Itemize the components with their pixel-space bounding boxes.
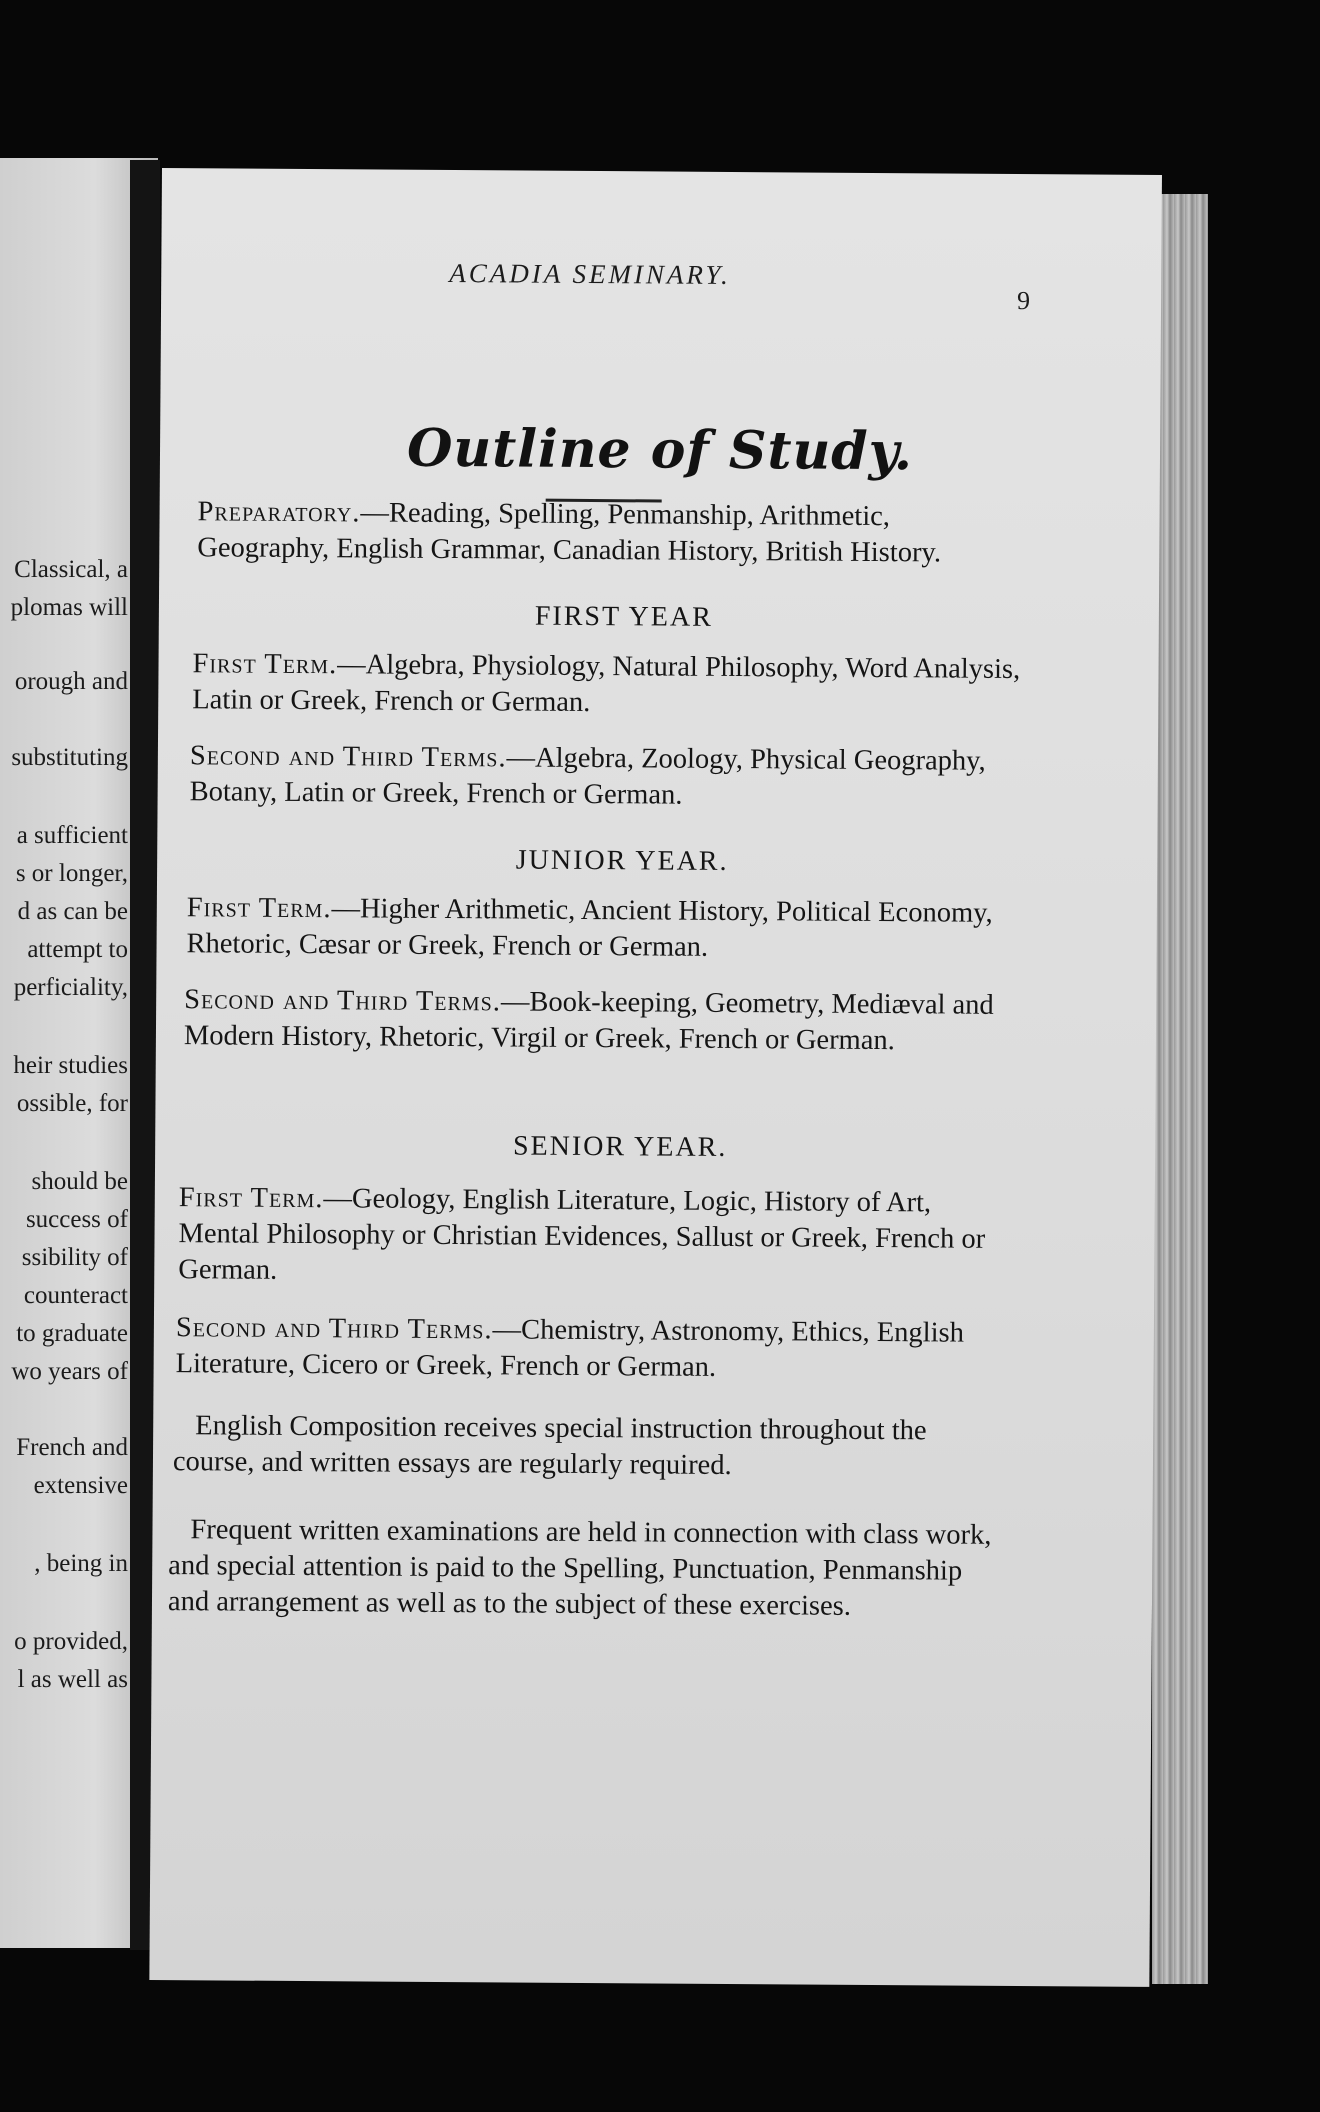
term-label: First Term. (186, 892, 332, 925)
left-page-line: attempt to (27, 936, 128, 963)
examinations-note: Frequent written examinations are held in connection with class work, and special attention is paid to the Spelling, Punctuation, Penmanship and arrangement as well as to the subject of these exercises. (167, 1514, 992, 1622)
left-page-line: success of (25, 1206, 128, 1233)
senior-year-second-third-terms (176, 1310, 1006, 1388)
left-page-line: counteract (23, 1282, 128, 1309)
left-page-line: ssibility of (21, 1244, 128, 1271)
page-number: 9 (1016, 285, 1031, 316)
preparatory-paragraph (197, 494, 1027, 572)
term-label: First Term. (192, 648, 338, 681)
junior-year-heading: JUNIOR YEAR. (515, 844, 729, 877)
left-page-line: , being in (34, 1550, 128, 1577)
junior-year-first-term (186, 890, 1016, 968)
left-page-line: a sufficient (16, 822, 128, 849)
left-page-line: heir studies (13, 1052, 128, 1079)
left-page-line: orough and (14, 668, 128, 695)
term-label: Second and Third Terms. (189, 740, 507, 774)
term-label: Second and Third Terms. (184, 984, 502, 1018)
left-page-line: s or longer, (15, 860, 128, 887)
senior-year-heading: SENIOR YEAR. (512, 1130, 728, 1163)
left-page-line: o provided, (14, 1628, 128, 1655)
composition-note: English Composition receives special instruction throughout the course, and written essays are regularly required. (172, 1410, 927, 1482)
term-label: First Term. (178, 1182, 324, 1215)
page-edges (1152, 194, 1208, 1984)
left-page-line: wo years of (11, 1358, 128, 1385)
left-page-line: French and (16, 1434, 128, 1461)
term-text: —Book-keeping, Geometry, Mediæval and Modern History, Rhetoric, Virgil or Greek, French or German. (183, 986, 994, 1057)
first-year-heading: FIRST YEAR (534, 600, 713, 633)
term-label: Second and Third Terms. (175, 1312, 493, 1346)
left-page-line: extensive (33, 1472, 128, 1499)
first-year-second-third-terms (190, 738, 1020, 816)
first-year-first-term (192, 646, 1022, 724)
main-page (149, 168, 1162, 1987)
left-page-line: Classical, a (14, 556, 128, 583)
senior-year-first-term (178, 1180, 1009, 1294)
preparatory-label: Preparatory. (197, 496, 361, 529)
left-page-line: plomas will (10, 594, 128, 621)
left-page-line: d as can be (17, 898, 128, 925)
left-page-line: should be (31, 1168, 128, 1195)
left-page-line: to graduate (16, 1320, 128, 1347)
left-page-line: ossible, for (16, 1090, 128, 1117)
term-text: —Algebra, Zoology, Physical Geography, Botany, Latin or Greek, French or German. (189, 742, 986, 811)
running-head: ACADIA SEMINARY. (449, 258, 731, 290)
junior-year-second-third-terms (184, 982, 1014, 1060)
page-title: Outline of Study. (406, 417, 914, 483)
left-page-line: substituting (11, 744, 128, 771)
term-text: —Higher Arithmetic, Ancient History, Political Economy, Rhetoric, Cæsar or Greek, French or German. (186, 893, 993, 963)
preparatory-text: —Reading, Spelling, Penmanship, Arithmetic, Geography, English Grammar, Canadian History, British History. (197, 497, 942, 569)
term-text: —Chemistry, Astronomy, Ethics, English Literature, Cicero or Greek, French or German. (175, 1314, 965, 1383)
term-text: —Algebra, Physiology, Natural Philosophy, Word Analysis, Latin or Greek, French or German. (192, 649, 1021, 719)
term-text: —Geology, English Literature, Logic, History of Art, Mental Philosophy or Christian Evidences, Sallust or Greek, French or German. (178, 1183, 986, 1286)
left-page-line: l as well as (17, 1666, 128, 1693)
left-page-line: perficiality, (13, 974, 128, 1001)
